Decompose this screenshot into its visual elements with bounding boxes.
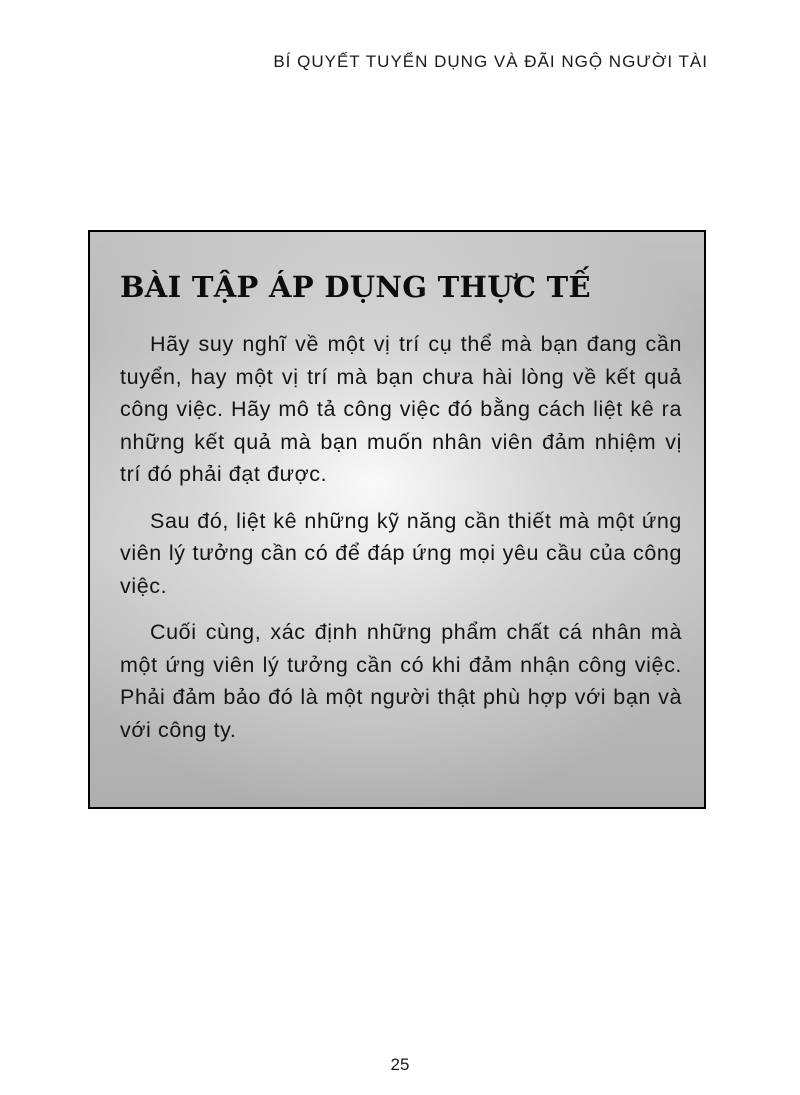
exercise-title: BÀI TẬP ÁP DỤNG THỰC TẾ	[120, 270, 591, 304]
exercise-paragraph-3: Cuối cùng, xác định những phẩm chất cá nhân mà một ứng viên lý tưởng cần có khi đảm nhận công việc. Phải đảm bảo đó là một người thật phù hợp với bạn và với công ty.	[120, 620, 682, 742]
running-header: BÍ QUYẾT TUYỂN DỤNG VÀ ĐÃI NGỘ NGƯỜI TÀI	[273, 52, 708, 71]
page-number: 25	[390, 1055, 410, 1074]
exercise-paragraph-2: Sau đó, liệt kê những kỹ năng cần thiết mà một ứng viên lý tưởng cần có để đáp ứng mọi yêu cầu của công việc.	[120, 508, 682, 598]
exercise-paragraph-1: Hãy suy nghĩ về một vị trí cụ thể mà bạn đang cần tuyển, hay một vị trí mà bạn chưa hài lòng về kết quả công việc. Hãy mô tả công việc đó bằng cách liệt kê ra những kết quả mà bạn muốn nhân viên đảm nhiệm vị trí đó phải đạt được.	[120, 332, 682, 486]
exercise-box	[88, 230, 706, 809]
